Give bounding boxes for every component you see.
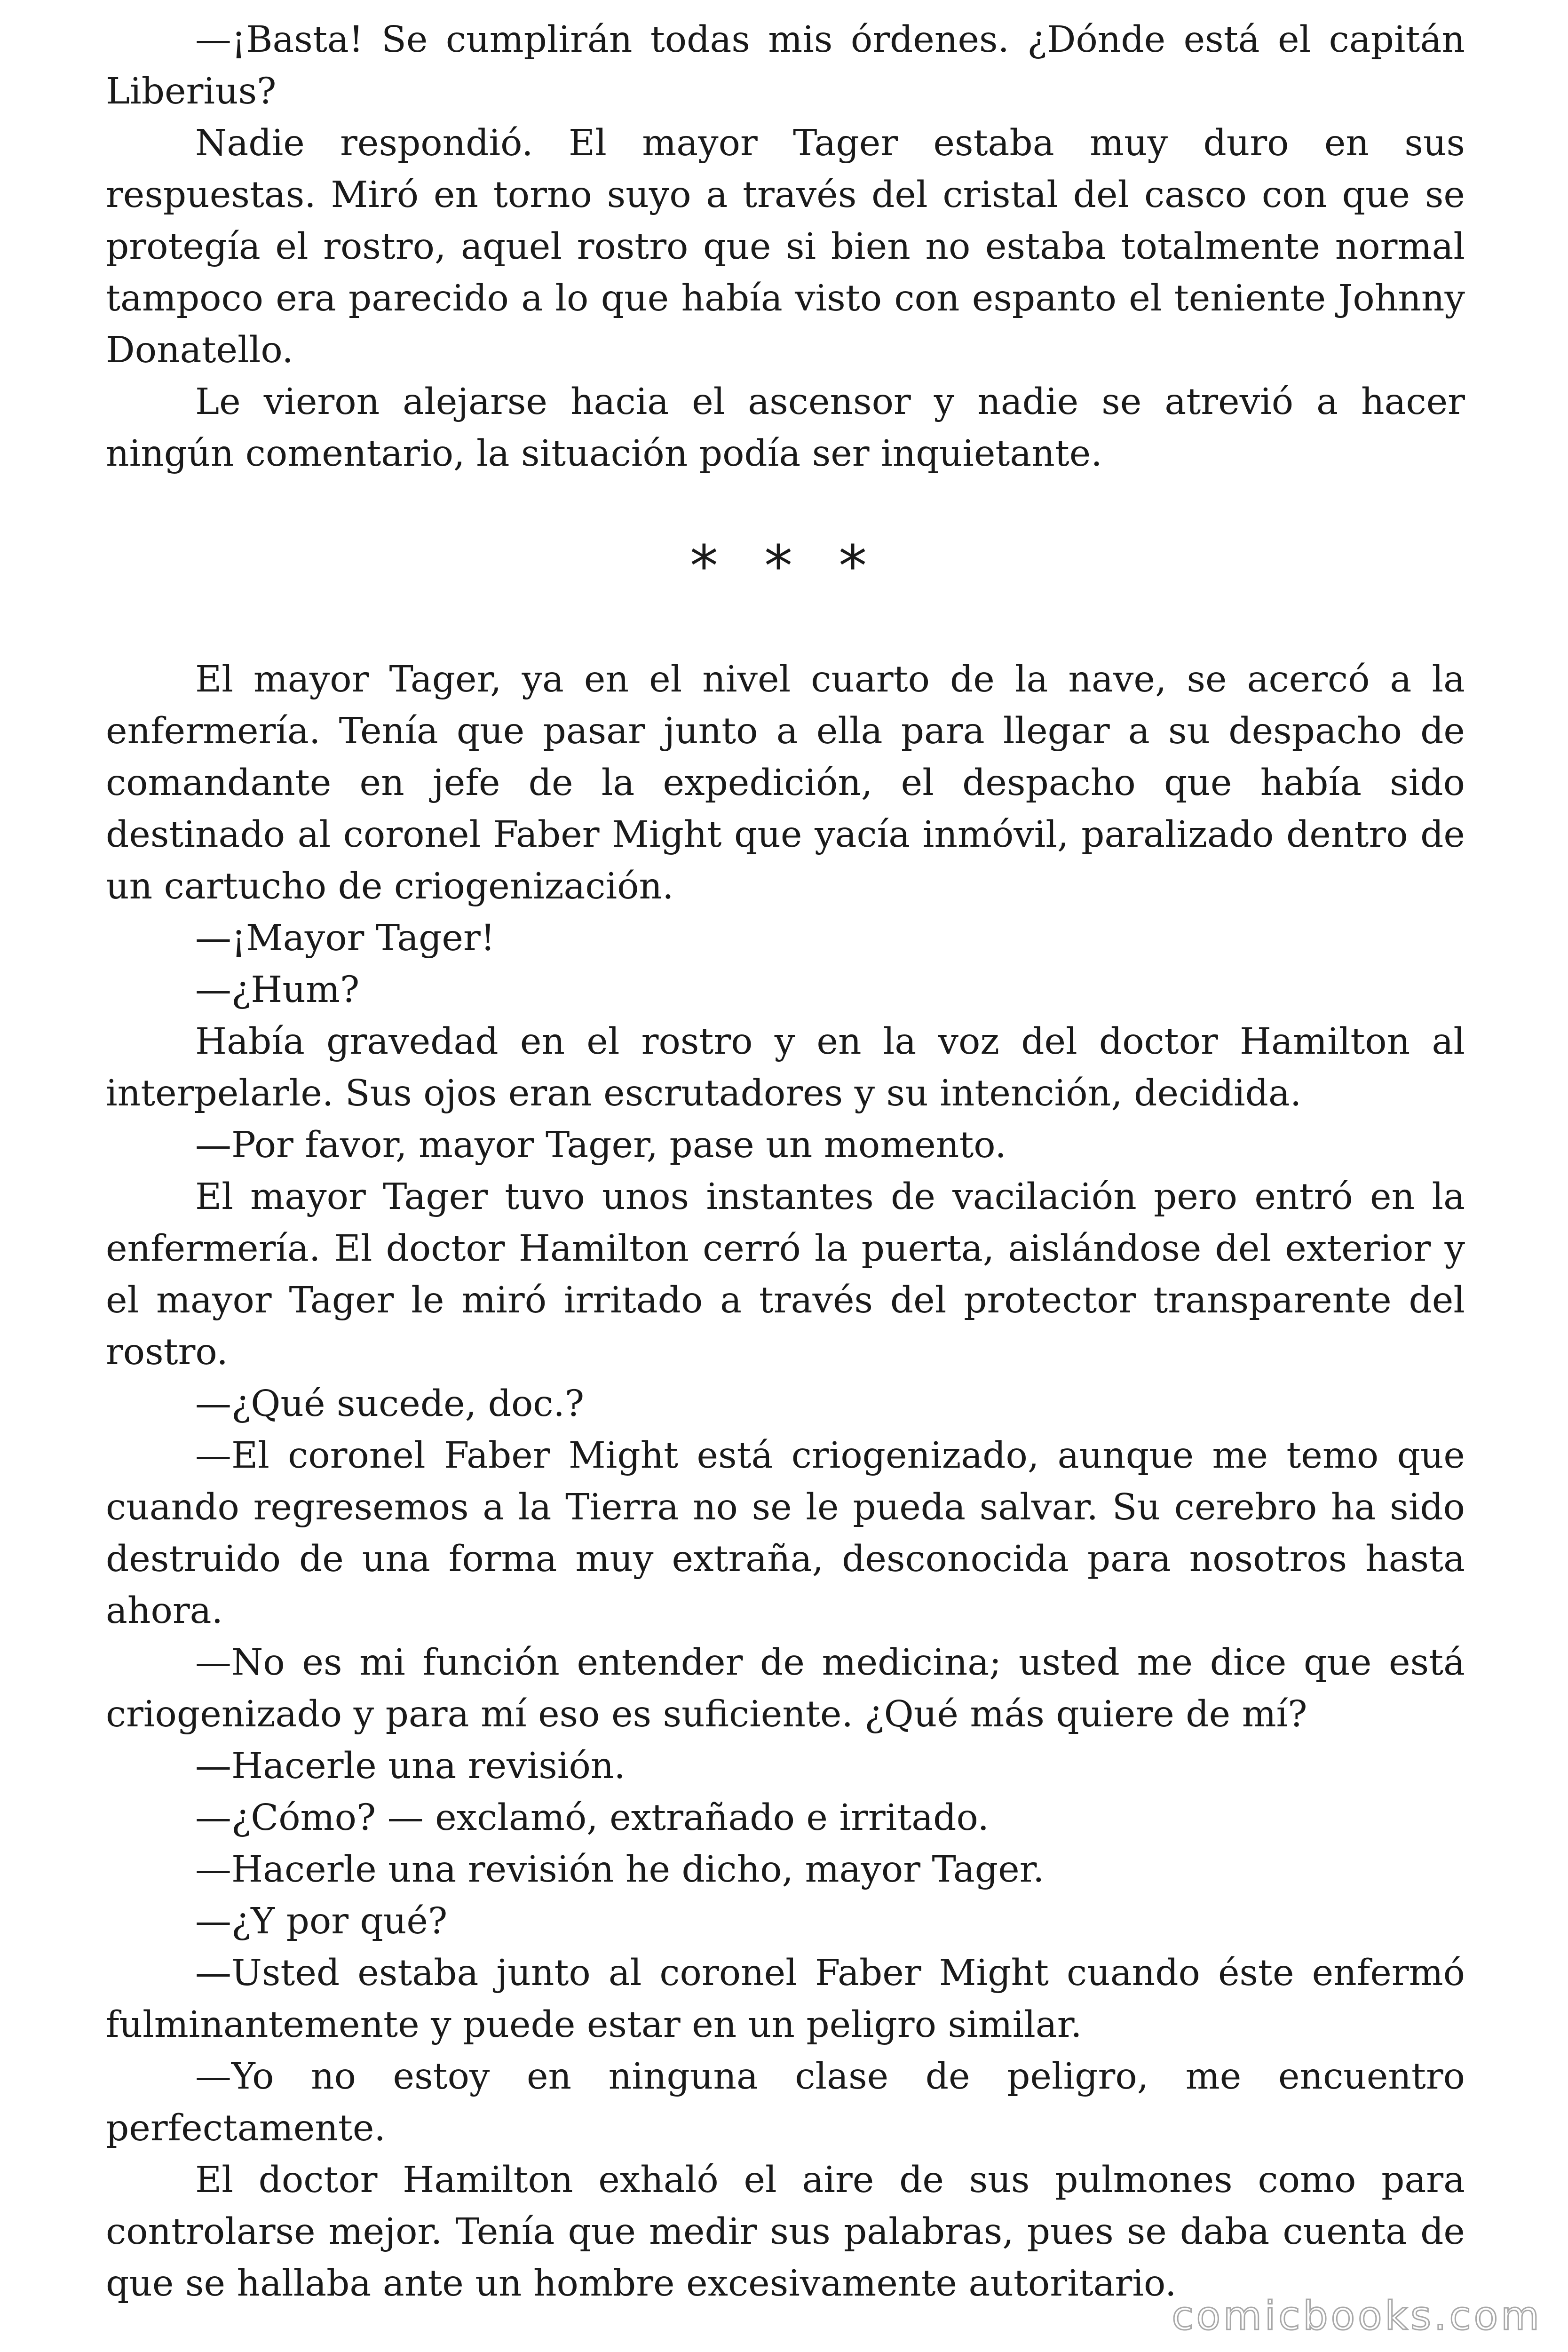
section-separator-block <box>106 480 1465 654</box>
paragraph: —Hacerle una revisión he dicho, mayor Tager. <box>195 1849 1045 1891</box>
page-text <box>106 14 1465 2310</box>
paragraph: El doctor Hamilton exhaló el aire de sus pulmones como para controlarse mejor. Tenía que medir sus palabras, pues se daba cuenta de que se hallaba ante un hombre excesivamente autoritario. <box>106 2159 1465 2304</box>
paragraph: El mayor Tager, ya en el nivel cuarto de la nave, se acercó a la enfermería. Tenía que pasar junto a ella para llegar a su despacho de comandante en jefe de la expedición, el despacho que había sido destinado al coronel Faber Might que yacía inmóvil, paralizado dentro de un cartucho de criogenización. <box>106 659 1465 907</box>
paragraph: —No es mi función entender de medicina; usted me dice que está criogenizado y para mí eso es suficiente. ¿Qué más quiere de mí? <box>106 1642 1465 1735</box>
paragraph: —¿Hum? <box>195 969 360 1011</box>
paragraph: —¿Qué sucede, doc.? <box>195 1383 585 1425</box>
paragraph: Le vieron alejarse hacia el ascensor y nadie se atrevió a hacer ningún comentario, la situación podía ser inquietante. <box>106 381 1465 475</box>
paragraph: —¡Basta! Se cumplirán todas mis órdenes. ¿Dónde está el capitán Liberius? <box>106 19 1465 112</box>
paragraph: —¿Cómo? — exclamó, extrañado e irritado. <box>195 1797 989 1839</box>
paragraph: —Por favor, mayor Tager, pase un momento. <box>195 1124 1006 1166</box>
paragraph: —El coronel Faber Might está criogenizado, aunque me temo que cuando regresemos a la Tierra no se le pueda salvar. Su cerebro ha sido destruido de una forma muy extraña, desconocida para nosotros hasta ahora. <box>106 1435 1465 1632</box>
section-separator: * * * <box>689 534 881 599</box>
paragraph: —¿Y por qué? <box>195 1900 448 1942</box>
watermark: comicbooks.com <box>1172 2293 1542 2339</box>
paragraph: —¡Mayor Tager! <box>195 917 495 959</box>
paragraph: Nadie respondió. El mayor Tager estaba muy duro en sus respuestas. Miró en torno suyo a través del cristal del casco con que se protegía el rostro, aquel rostro que si bien no estaba totalmente normal tampoco era parecido a lo que había visto con espanto el teniente Johnny Donatello. <box>106 122 1465 371</box>
paragraph: El mayor Tager tuvo unos instantes de vacilación pero entró en la enfermería. El doctor Hamilton cerró la puerta, aislándose del exterior y el mayor Tager le miró irritado a través del protector transparente del rostro. <box>106 1176 1465 1373</box>
paragraph: Había gravedad en el rostro y en la voz del doctor Hamilton al interpelarle. Sus ojos eran escrutadores y su intención, decidida. <box>106 1021 1465 1114</box>
paragraph: —Hacerle una revisión. <box>195 1745 626 1787</box>
paragraph: —Usted estaba junto al coronel Faber Might cuando éste enfermó fulminantemente y puede estar en un peligro similar. <box>106 1952 1465 2046</box>
paragraph: —Yo no estoy en ninguna clase de peligro, me encuentro perfectamente. <box>106 2056 1465 2149</box>
